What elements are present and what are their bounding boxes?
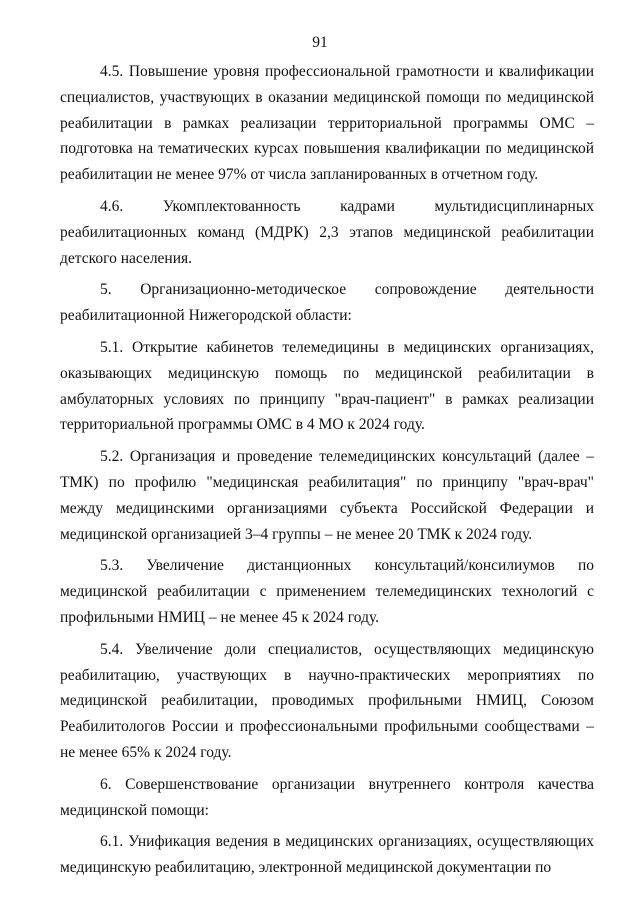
paragraph-5-1: 5.1. Открытие кабинетов телемедицины в медицинских организациях, оказывающих медицинскую помощь по медицинской реабилитации в амбулаторных условиях по принципу "врач-пациент" в рамках реализации территориальной программы ОМС в 4 МО к 2024 году. (60, 338, 594, 434)
document-body (60, 59, 594, 887)
paragraph-5-3: 5.3. Увеличение дистанционных консультаций/консилиумов по медицинской реабилитации с применением телемедицинских технологий с профильными НМИЦ – не менее 45 к 2024 году. (60, 557, 594, 626)
page-number: 91 (312, 34, 328, 51)
paragraph-4-6: 4.6. Укомплектованность кадрами мультидисциплинарных реабилитационных команд (МДРК) 2,3 этапов медицинской реабилитации детского населения. (60, 197, 594, 267)
paragraph-6-1: 6.1. Унификация ведения в медицинских организациях, осуществляющих медицинскую реабилитацию, электронной медицинской документации по (60, 833, 594, 877)
paragraph-6: 6. Совершенствование организации внутреннего контроля качества медицинской помощи: (60, 775, 594, 819)
paragraph-5-4: 5.4. Увеличение доли специалистов, осуществляющих медицинскую реабилитацию, участвующих в научно-практических мероприятиях по медицинской реабилитации, проводимых профильными НМИЦ, Союзом Реабилитологов России и профессиональными профильными сообществами – не менее 65% к 2024 году. (60, 640, 594, 761)
paragraph-5-2: 5.2. Организация и проведение телемедицинских консультаций (далее – ТМК) по профилю "медицинская реабилитация" по принципу "врач-врач" между медицинскими организациями субъекта Российской Федерации и медицинской организацией 3–4 группы – не менее 20 ТМК к 2024 году. (60, 448, 594, 543)
paragraph-5: 5. Организационно-методическое сопровождение деятельности реабилитационной Нижегородской области: (60, 281, 594, 325)
paragraph-4-5: 4.5. Повышение уровня профессиональной грамотности и квалификации специалистов, участвующих в оказании медицинской помощи по медицинской реабилитации в рамках реализации территориальной программы ОМС – подготовка на тематических курсах повышения квалификации по медицинской реабилитации не менее 97% от числа запланированных в отчетном году. (60, 63, 594, 184)
